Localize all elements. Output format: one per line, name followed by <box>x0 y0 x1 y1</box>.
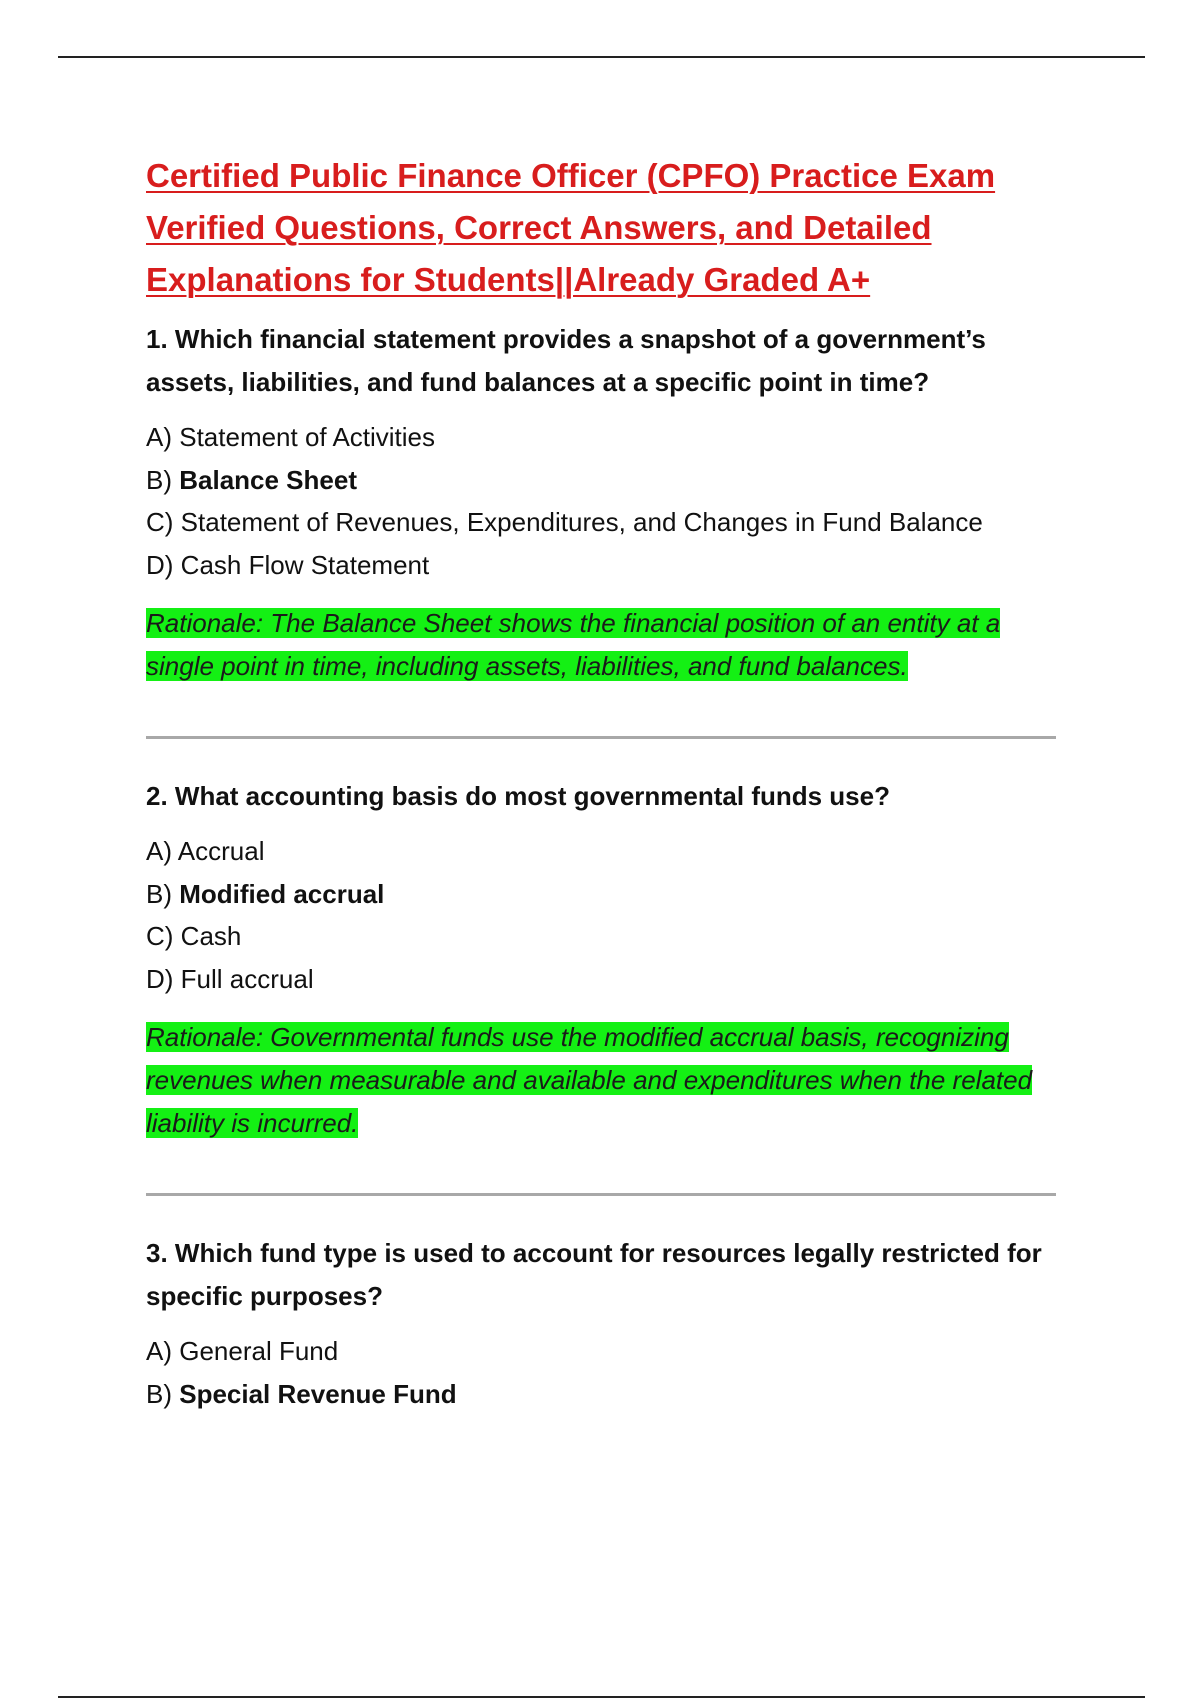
document-title: Certified Public Finance Officer (CPFO) Practice Exam Verified Questions, Correct Answers, and Detailed Explanations for Students||Already Graded A+ <box>146 157 996 298</box>
answer-option <box>146 958 1066 1001</box>
answer-option <box>146 915 1066 958</box>
question-block <box>146 775 1066 1145</box>
section-divider <box>146 736 1056 739</box>
rationale <box>146 1016 1066 1145</box>
option-text: Balance Sheet <box>179 464 357 495</box>
answer-options <box>146 416 1066 586</box>
answer-option <box>146 501 1066 544</box>
option-prefix: A) <box>146 836 178 866</box>
question-text: 1. Which financial statement provides a snapshot of a government’s assets, liabilities, and fund balances at a specific point in time? <box>146 324 986 397</box>
option-text: Special Revenue Fund <box>179 1378 457 1409</box>
option-text: General Fund <box>179 1336 339 1366</box>
answer-option-correct <box>146 873 1066 916</box>
option-text: Statement of Revenues, Expenditures, and Changes in Fund Balance <box>180 507 983 537</box>
option-prefix: C) <box>146 921 181 951</box>
answer-options <box>146 830 1066 1000</box>
option-prefix: C) <box>146 507 181 537</box>
page-top-rule <box>58 56 1145 58</box>
answer-option <box>146 1330 1066 1373</box>
rationale-text: Rationale: Governmental funds use the modified accrual basis, recognizing revenues when measurable and available and expenditures when the related liability is incurred. <box>146 1022 1033 1138</box>
answer-option <box>146 544 1066 587</box>
rationale <box>146 602 1066 688</box>
option-prefix: B) <box>146 464 180 495</box>
rationale-text: Rationale: The Balance Sheet shows the financial position of an entity at a single point in time, including assets, liabilities, and fund balances. <box>146 608 1001 681</box>
question-block <box>146 318 1066 688</box>
option-text: Full accrual <box>180 963 314 994</box>
question-text: 2. What accounting basis do most governmental funds use? <box>146 781 890 811</box>
answer-option-correct <box>146 1373 1066 1416</box>
answer-options <box>146 1330 1066 1415</box>
answer-option <box>146 830 1066 873</box>
option-text: Cash Flow Statement <box>180 549 430 580</box>
document-body <box>146 150 1066 1415</box>
option-prefix: A) <box>146 1336 180 1366</box>
option-prefix: B) <box>146 878 180 909</box>
section-divider <box>146 1193 1056 1196</box>
question-text: 3. Which fund type is used to account for resources legally restricted for specific purposes? <box>146 1238 1042 1311</box>
option-text: Modified accrual <box>179 878 385 909</box>
option-prefix: D) <box>146 549 181 580</box>
page-bottom-rule <box>58 1696 1145 1698</box>
answer-option-correct <box>146 459 1066 502</box>
option-prefix: A) <box>146 422 180 452</box>
option-prefix: B) <box>146 1378 180 1409</box>
answer-option <box>146 416 1066 459</box>
option-text: Cash <box>180 921 242 951</box>
option-text: Statement of Activities <box>179 422 436 452</box>
option-text: Accrual <box>177 836 265 866</box>
option-prefix: D) <box>146 963 181 994</box>
question-block <box>146 1232 1066 1415</box>
